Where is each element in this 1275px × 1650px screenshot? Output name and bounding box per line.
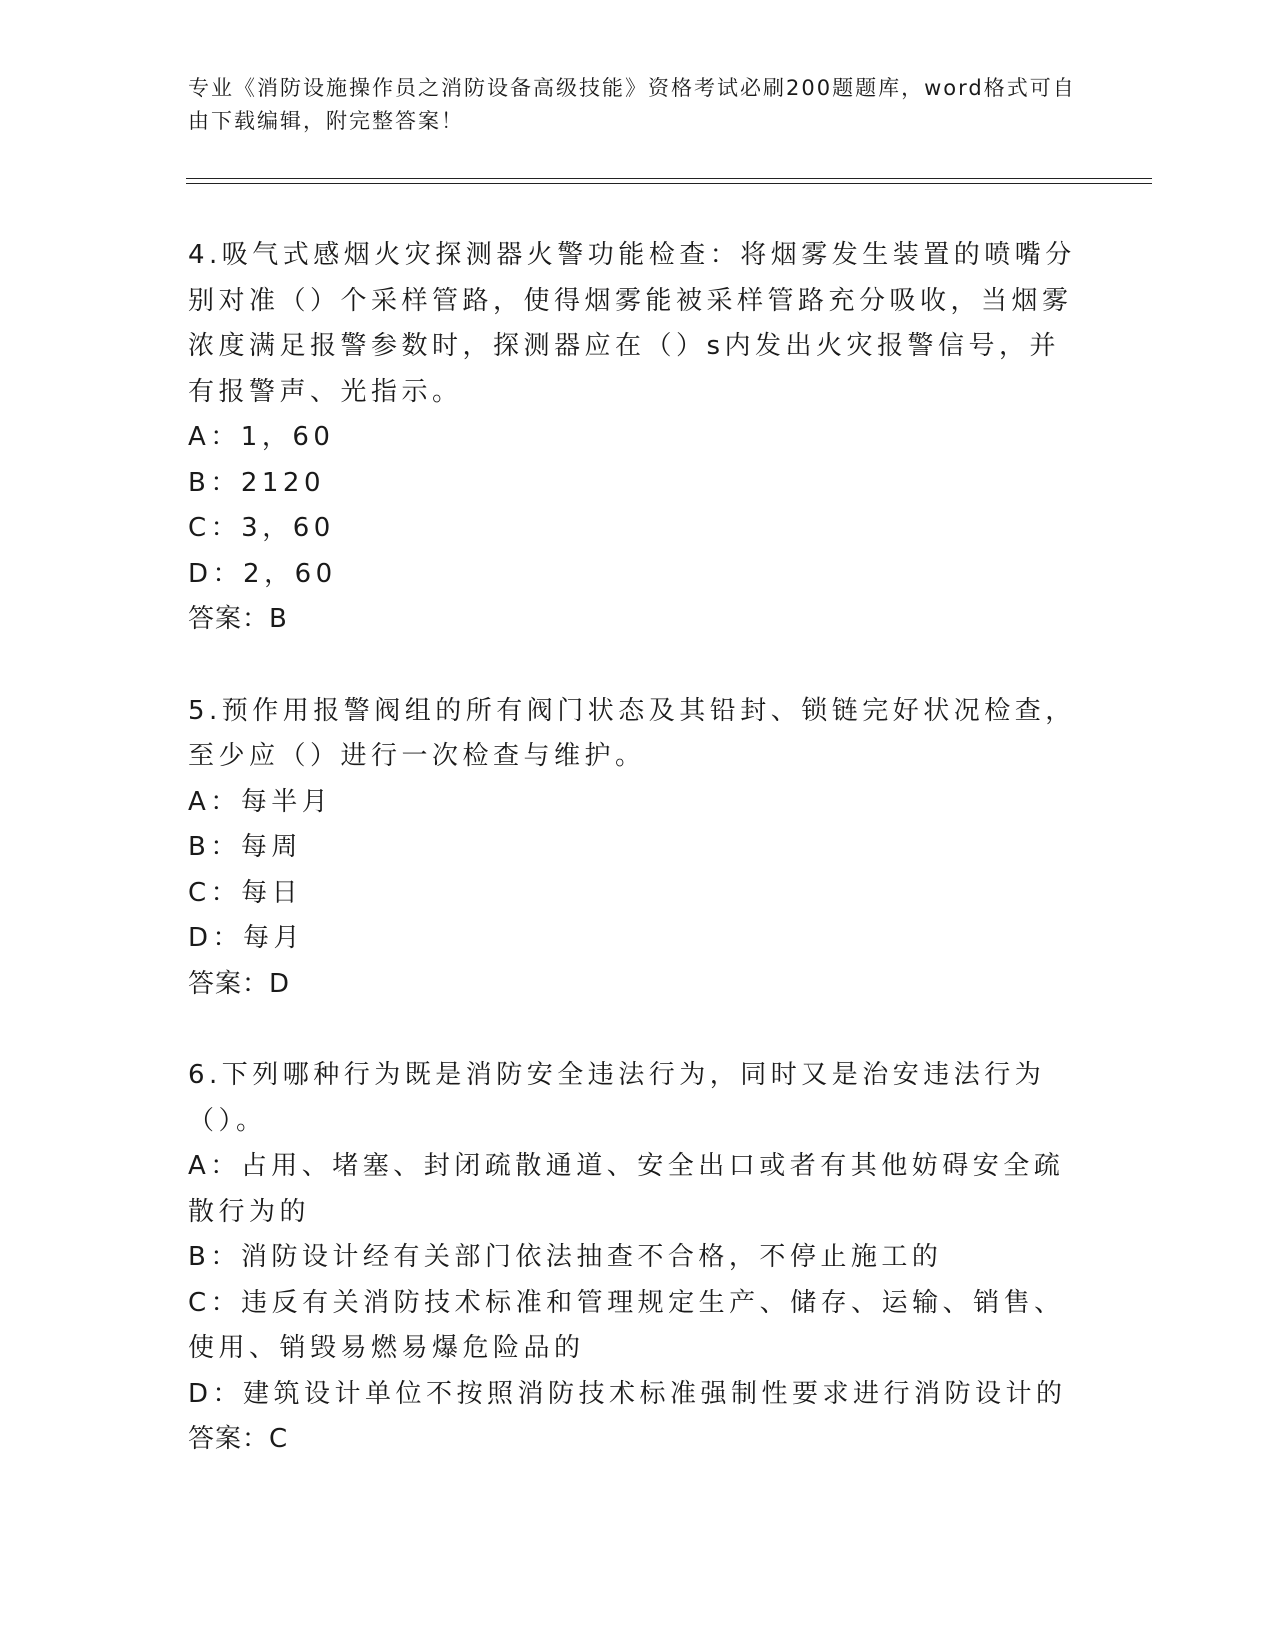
- option-a: A：每半月: [188, 786, 333, 817]
- question-text: 4.吸气式感烟火灾探测器火警功能检查：将烟雾发生装置的喷嘴分别对准（）个采样管路，使得烟雾能被采样管路充分吸收，当烟雾浓度满足报警参数时，探测器应在（）s内发出火灾报警信号，并有报警声、光指示。: [188, 240, 1076, 407]
- option-b: B：每周: [188, 832, 302, 862]
- question-5: [188, 689, 1088, 1008]
- option-d: D：2，60: [188, 558, 337, 589]
- option-d: D：每月: [188, 923, 305, 953]
- document-header: 专业《消防设施操作员之消防设备高级技能》资格考试必刷200题题库，word格式可自由下载编辑，附完整答案！: [188, 76, 1076, 133]
- question-text: 5.预作用报警阀组的所有阀门状态及其铅封、锁链完好状况检查，至少应（）进行一次检查与维护。: [188, 695, 1076, 771]
- header-divider-top: [186, 178, 1152, 179]
- header-divider-bottom: [186, 183, 1152, 184]
- answer: 答案：D: [188, 968, 291, 999]
- answer: 答案：B: [188, 604, 288, 634]
- option-d: D：建筑设计单位不按照消防技术标准强制性要求进行消防设计的: [188, 1378, 1067, 1409]
- option-c: C：违反有关消防技术标准和管理规定生产、储存、运输、销售、使用、销毁易燃易爆危险品的: [188, 1287, 1065, 1363]
- option-a: A：占用、堵塞、封闭疏散通道、安全出口或者有其他妨碍安全疏散行为的: [188, 1151, 1065, 1227]
- option-b: B：2120: [188, 467, 326, 498]
- answer: 答案：C: [188, 1424, 289, 1454]
- option-b: B：消防设计经有关部门依法抽查不合格，不停止施工的: [188, 1242, 943, 1272]
- question-4: [188, 233, 1088, 643]
- question-text: 6.下列哪种行为既是消防安全违法行为，同时又是治安违法行为（）。: [188, 1060, 1046, 1136]
- question-list: [188, 233, 1088, 1509]
- option-c: C：每日: [188, 877, 303, 908]
- question-6: [188, 1053, 1088, 1463]
- option-a: A：1，60: [188, 422, 335, 452]
- option-c: C：3，60: [188, 513, 335, 543]
